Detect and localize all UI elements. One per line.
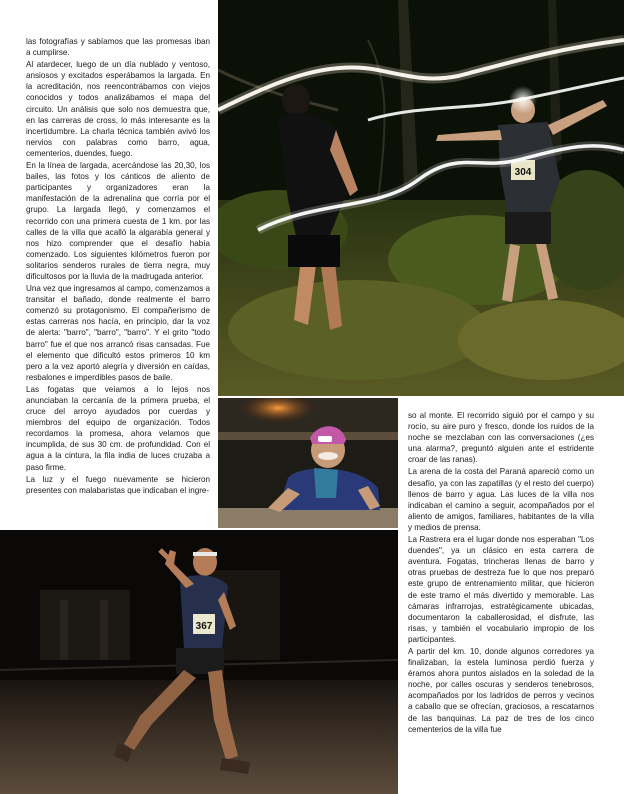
- paragraph: Al atardecer, luego de un día nublado y ventoso, ansiosos y excitados esperábamos la largada. En la acreditación, nos reencontrábamos con viejos conocidos y todos analizábamos el mapa del circuito. Un análisis que solo nos demuestra que, en las carreras de cross, lo más interesante es la incertidumbre. La charla técnica también avivó los nervios con palabras como barro, agua, cementerios, duendes, fuego.: [26, 60, 210, 158]
- night-forest-runners-photo: [218, 0, 624, 396]
- crawling-participant-photo: [218, 398, 398, 528]
- article-right-column: [408, 410, 594, 736]
- night-runner-photo: [0, 530, 398, 794]
- paragraph: A partir del km. 10, donde algunos corredores ya finalizaban, la estela luminosa perdió fuerza y éramos ahora puntos aislados en la soledad de la noche, por calles oscuras y senderos tenebrosos, acompañados por los ladridos de perros y vecinos a caballo que se ofrecían, graciosos, a rescatarnos de las banquinas. La paz de tres de los cinco cementerios de la villa fue: [408, 646, 594, 734]
- paragraph: En la línea de largada, acercándose las 20,30, los bailes, las fotos y los cánticos de aliento de participantes y organizadores eran la manifestación de la adrenalina que corría por el grupo. La largada llegó, y comenzamos el recorrido con una primera cuesta de 1 km. por las calles de la villa que acalló la algarabía general y nos hizo comprender que el desafío había comenzado. Los siguientes kilómetros fueron por solitarios senderos rurales de tierra negra, muy dificultosos por la lluvia de la madrugada anterior.: [26, 161, 210, 281]
- paragraph: La Rastrera era el lugar donde nos esperaban "Los duendes", ya un clásico en esta carrera de aventura. Fogatas, trincheras llenas de barro y otras pruebas de destreza fue lo que nos preparó este grupo de entrenamiento militar, que hicieron de este tramo el más divertido y memorable. Las cámaras infrarrojas, estratégicamente ubicadas, documentaron la caballerosidad, el disfrute, las risas, y también el vocabulario impropio de los participantes.: [408, 535, 594, 644]
- runner-bib-number: 367: [195, 621, 213, 632]
- paragraph: Las fogatas que veíamos a lo lejos nos anunciaban la cercanía de la primera prueba, el cruce del arroyo ayudados por cuerdas y miembros del equipo de organización. Todos recordamos la promesa, ahora velamos que incumplida, de sus 30 cm. de profundidad. Con el agua a la cintura, la fila india de luces cruzaba a paso firme.: [26, 384, 210, 472]
- paragraph: so al monte. El recorrido siguió por el campo y su rocío, su aire puro y fresco, donde los ruidos de la noche se mezclaban con las conversaciones (¿es una alarma?, preguntó alguien ante el estridente croar de las ranas).: [408, 411, 594, 465]
- runner-bib-number: 304: [514, 167, 532, 178]
- paragraph: La arena de la costa del Paraná apareció como un desafío, ya con las zapatillas (y el resto del cuerpo) llenos de barro y agua. Las luces de la villa nos indicaban el camino a seguir, acompañados por el aliento de amigos, familiares, habitantes de la villa y medios de prensa.: [408, 467, 594, 532]
- paragraph: las fotografías y sabíamos que las promesas iban a cumplirse.: [26, 37, 210, 58]
- article-left-column: [26, 36, 210, 497]
- paragraph: La luz y el fuego nuevamente se hicieron presentes con malabaristas que indicaban el ingre-: [26, 474, 210, 495]
- paragraph: Una vez que ingresamos al campo, comenzamos a transitar el bañado, donde realmente el barro comenzó su protagonismo. El compañerismo de estas carreras nos hacía, en principio, dar la voz de alerta: "barro", "barro", "barro". Y el grito "todo barro" fue el que nos arrancó risas cansadas. Fue el elemento que dificultó estos primeros 10 km pero a la vez aportó alegría y diversión en caídas, resbalones e imperdibles pasos de baile.: [26, 284, 210, 382]
